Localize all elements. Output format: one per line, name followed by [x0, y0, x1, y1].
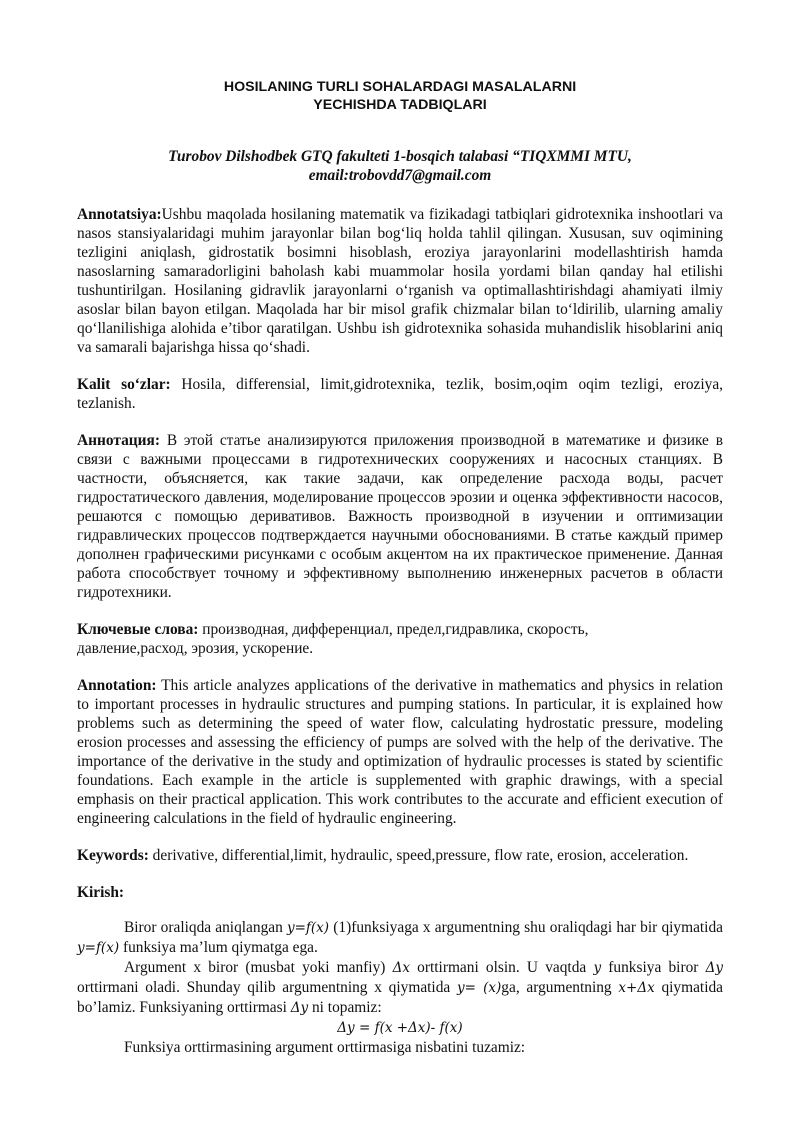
p2-math-5: x+Δx	[618, 980, 655, 996]
title-line-2: YECHISHDA TADBIQLARI	[313, 97, 487, 113]
abstract-en-text: This article analyzes applications of the derivative in mathematics and physics in relation to important processes in hydraulic structures and pumping stations. In particular, it is explained how problems such as determining the speed of water flow, calculating hydrostatic pressure, modeling erosion processes and assessing the efficiency of pumps are solved with the help of the derivative. The importance of the derivative in the study and optimization of hydraulic processes is stated by scientific foundations. Each example in the article is supplemented with graphic drawings, with a special emphasis on their practical application. This work contributes to the accurate and efficient execution of engineering calculations in the field of hydraulic engineering.	[77, 677, 723, 827]
keywords-uz	[77, 375, 723, 413]
increment-formula	[77, 1018, 723, 1038]
p1-math-2: y=f(x)	[77, 940, 120, 956]
abstract-uz	[77, 205, 723, 357]
paper-title	[77, 78, 723, 114]
abstract-uz-text: Ushbu maqolada hosilaning matematik va fizikadagi tatbiqlari gidrotexnika inshootlari va nasos stansiyalaridagi muhim jarayonlar bilan bog‘liq holda tahlil qilingan. Xususan, suv oqimining tezligini aniqlash, gidrostatik bosimni hisoblash, eroziya jarayonlarini modellashtirish hamda nasoslarning samaradorligini baholash kabi muammolar hosila yordami bilan qanday hal etilishi tushuntirilgan. Hosilaning gidravlik jarayonlarni o‘rganish va optimallashtirishdagi ahamiyati ilmiy asoslar bilan bayon etilgan. Maqolada har bir misol grafik chizmalar bilan to‘ldirilib, ularning amaliy qo‘llanilishiga alohida e’tibor qaratilgan. Ushbu ish gidrotexnika sohasida muhandislik hisoblarini aniq va samarali bajarishga hissa qo‘shadi.	[77, 206, 723, 356]
p1-text-3: funksiya ma’lum qiymatga ega.	[119, 939, 318, 956]
p2-math-3: Δy	[705, 960, 723, 976]
keywords-en-label: Keywords:	[77, 847, 149, 864]
p2-math-4: y= (x)	[457, 980, 502, 996]
intro-heading: Kirish:	[77, 884, 125, 901]
intro-paragraph-2	[77, 958, 723, 1018]
p2-math-2: y	[593, 960, 602, 976]
keywords-en-text: derivative, differential,limit, hydraulic, speed,pressure, flow rate, erosion, acceleration.	[148, 847, 689, 864]
keywords-ru-label: Ключевые слова:	[77, 621, 199, 638]
abstract-ru-label: Аннотация:	[77, 432, 160, 449]
abstract-uz-label: Annotatsiya:	[77, 206, 162, 223]
keywords-uz-label: Kalit so‘zlar:	[77, 376, 171, 393]
abstract-en	[77, 676, 723, 828]
intro-paragraph-1	[77, 918, 723, 958]
p2-text-5: ga, argumentning	[501, 979, 619, 996]
keywords-ru	[77, 620, 723, 658]
p2-math-6: Δy	[290, 1000, 309, 1016]
p2-text-1: Argument x biror (musbat yoki manfiy)	[124, 959, 393, 976]
p1-text-1: Biror oraliqda aniqlangan	[124, 919, 287, 936]
author-info	[77, 147, 723, 185]
author-line: Turobov Dilshodbek GTQ fakulteti 1-bosqich talabasi “TIQXMMI MTU,	[168, 148, 632, 165]
title-line-1: HOSILANING TURLI SOHALARDAGI MASALALARNI	[223, 79, 577, 95]
formula-text: Δy = f(x +Δx)- f(x)	[337, 1020, 463, 1036]
p1-math-1: y=f(x)	[286, 920, 330, 936]
keywords-ru-text-2: давление,расход, эрозия, ускорение.	[77, 640, 314, 657]
p2-math-1: Δx	[392, 960, 410, 976]
keywords-ru-text: производная, дифференциал, предел,гидравлика, скорость,	[198, 621, 589, 638]
keywords-uz-text: Hosila, differensial, limit,gidrotexnika, tezlik, bosim,oqim oqim tezligi, eroziya, tezlanish.	[77, 376, 723, 412]
abstract-ru-text: В этой статье анализируются приложения производной в математике и физике в связи с важными процессами в гидротехнических сооружениях и насосных станциях. В частности, объясняется, как такие задачи, как определение расхода воды, расчет гидростатического давления, моделирование процессов эрозии и оценка эффективности насосов, решаются с помощью деривативов. Важность производной в изучении и оптимизации гидравлических процессов подтверждается научными обоснованиями. В статье каждый пример дополнен графическими рисунками с особым акцентом на их практическое применение. Данная работа способствует точному и эффективному выполнению инженерных расчетов в области гидротехники.	[77, 432, 723, 601]
author-email: email:trobovdd7@gmail.com	[308, 167, 492, 184]
p2-text-4: orttirmani oladi. Shunday qilib argumentning x qiymatida	[77, 979, 457, 996]
abstract-ru	[77, 431, 723, 602]
abstract-en-label: Annotation:	[77, 677, 157, 694]
intro-paragraph-3: Funksiya orttirmasining argument orttirmasiga nisbatini tuzamiz:	[124, 1039, 526, 1056]
p2-text-2: orttirmani olsin. U vaqtda	[409, 959, 594, 976]
p2-text-7: ni topamiz:	[308, 999, 382, 1016]
p1-text-2: (1)funksiyaga x argumentning shu oraliqdagi har bir qiymatida	[329, 919, 723, 936]
keywords-en	[77, 846, 723, 865]
p2-text-3: funksiya biror	[601, 959, 706, 976]
paper-page	[77, 78, 723, 1057]
p2-text-6: qiymatida bo’lamiz. Funksiyaning orttirmasi	[77, 979, 723, 1016]
